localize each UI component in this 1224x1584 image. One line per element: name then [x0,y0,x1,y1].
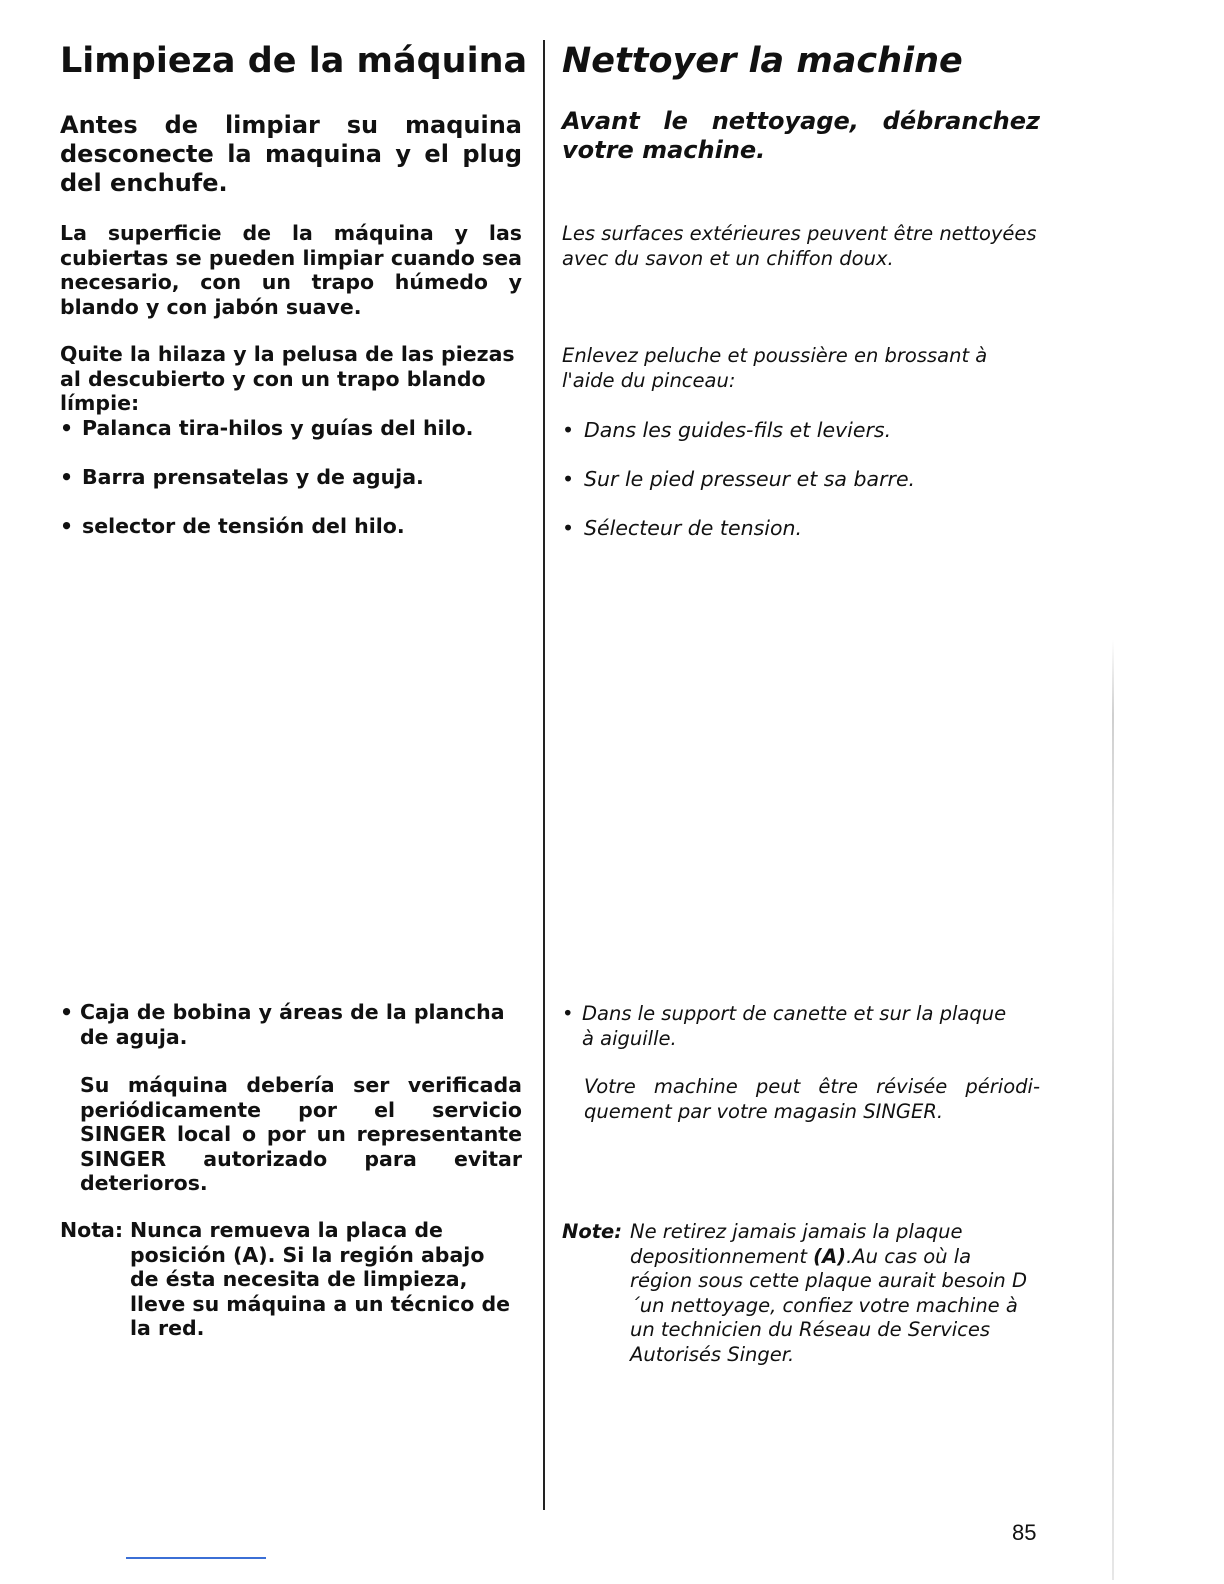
french-note-body [630,1220,1038,1367]
spanish-bullet-text: selector de tensión del hilo. [82,514,405,538]
french-note-label: Note: [562,1220,623,1243]
french-bullet-list [562,418,1042,540]
footer-rule [126,1557,266,1559]
french-bobbin-text: Dans le support de canette et sur la plaque à aiguille. [582,1002,1007,1050]
french-note-text-after: .Au cas où la région sous cette plaque aurait besoin D´un nettoyage, confiez votre machine à un technicien du Réseau de Services Autorisés Singer. [630,1244,1027,1366]
spanish-note-text: Nunca remueva la placa de posición (A). Si la región abajo de ésta necesita de limpieza, lleve su máquina a un técnico de la red. [130,1218,511,1340]
french-note-ref: (A) [813,1244,847,1268]
spanish-warning: Antes de limpiar su maquina desconecte la maquina y el plug del enchufe. [60,111,522,197]
french-warning: Avant le nettoyage, débranchez votre machine. [562,107,1040,164]
french-surface-paragraph: Les surfaces extérieures peuvent être nettoyées avec du savon et un chiffon doux. [562,222,1037,270]
french-bobbin-bullet [562,1002,1042,1051]
spanish-lint-intro: Quite la hilaza y la pelusa de las piezas al descubierto y con un trapo blando límpie: [60,342,515,415]
bullet-icon: • [60,416,74,440]
spanish-bullet-item [60,416,526,440]
spanish-bullet-item [60,514,526,538]
spanish-bullet-text: Palanca tira-hilos y guías del hilo. [82,416,474,440]
spanish-title: Limpieza de la máquina [60,41,528,81]
french-bullet-item [562,467,1042,491]
bullet-icon: • [60,1000,74,1024]
spanish-note [60,1218,530,1341]
column-divider [543,40,545,1510]
spanish-note-label: Nota: [60,1218,124,1242]
french-note [562,1220,1042,1367]
spanish-bobbin-row [60,1000,526,1049]
french-lint-intro: Enlevez peluche et poussière en brossant à l'aide du pinceau: [562,344,988,392]
spanish-bobbin-text: Caja de bobina y áreas de la plancha de aguja. [80,1000,505,1049]
french-note-row [562,1220,1042,1367]
french-bullet-text: Sur le pied presseur et sa barre. [584,467,916,491]
bullet-icon: • [562,516,575,540]
bullet-icon: • [562,467,575,491]
french-note-text-before: Ne retirez jamais jamais la plaque depositionnement [630,1220,963,1268]
french-bullet-text: Sélecteur de tension. [584,516,803,540]
spanish-bobbin-bullet [60,1000,526,1049]
spanish-bullet-list [60,416,526,538]
bullet-icon: • [562,1002,574,1025]
bullet-icon: • [60,514,74,538]
french-title: Nettoyer la machine [562,41,963,81]
bullet-icon: • [562,418,575,442]
spanish-note-row [60,1218,530,1341]
page-number: 85 [1012,1520,1037,1545]
french-bullet-item [562,418,1042,442]
french-service-paragraph: Votre machine peut être révisée périodi-quement par votre magasin SINGER. [584,1075,1040,1123]
scan-edge-artifact [1112,640,1114,1580]
bullet-icon: • [60,465,74,489]
spanish-bullet-item [60,465,526,489]
french-bullet-item [562,516,1042,540]
spanish-service-paragraph: Su máquina debería ser verificada periódicamente por el servicio SINGER local o por un representante SINGER autorizado para evitar deterioros. [80,1073,522,1195]
spanish-bullet-text: Barra prensatelas y de aguja. [82,465,424,489]
french-bullet-text: Dans les guides-fils et leviers. [584,418,892,442]
french-bobbin-row [562,1002,1042,1051]
spanish-surface-paragraph: La superficie de la máquina y las cubiertas se pueden limpiar cuando sea necesario, con un trapo húmedo y blando y con jabón suave. [60,221,522,319]
